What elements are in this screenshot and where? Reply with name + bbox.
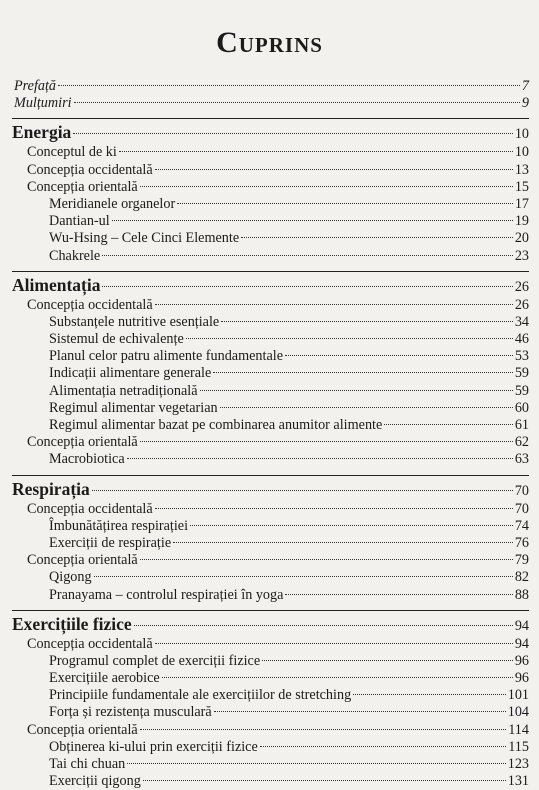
dot-leader — [155, 169, 513, 170]
toc-entry-title: Concepția occidentală — [27, 500, 153, 517]
toc-entry — [12, 248, 529, 265]
dot-leader — [134, 625, 513, 626]
toc-entry-title: Pranayama – controlul respirației în yoga — [49, 586, 284, 603]
chapter-separator — [12, 610, 529, 611]
toc-entry — [12, 417, 529, 434]
toc-chapter-entry — [12, 274, 529, 297]
dot-leader — [262, 660, 513, 661]
toc-entry-page: 63 — [514, 451, 529, 468]
toc-entry — [12, 569, 529, 586]
toc-entry-title: Conceptul de ki — [27, 144, 117, 161]
toc-entry-title: Concepția orientală — [27, 721, 138, 738]
toc-chapter-entry — [12, 121, 529, 144]
toc-entry-page: 114 — [508, 721, 529, 738]
toc-entry — [12, 213, 529, 230]
toc-entry-page: 59 — [514, 382, 529, 399]
dot-leader — [285, 355, 513, 356]
toc-entry — [12, 756, 529, 773]
dot-leader — [92, 490, 513, 491]
chapter-separator — [12, 271, 529, 272]
toc-entry-title: Concepția occidentală — [27, 161, 153, 178]
toc-entry-title: Chakrele — [49, 247, 101, 264]
toc-entry-page: 96 — [514, 652, 529, 669]
toc-entry — [12, 196, 529, 213]
toc-entry — [12, 331, 529, 348]
toc-entry-page: 76 — [514, 534, 529, 551]
toc-entry-title: Meridianele organelor — [49, 195, 176, 212]
toc-chapter-entry — [12, 478, 529, 501]
toc-entry-page: 62 — [514, 434, 529, 451]
dot-leader — [260, 746, 506, 747]
toc-entry — [12, 552, 529, 569]
toc-entry-title: Îmbunătățirea respirației — [49, 517, 189, 534]
dot-leader — [214, 711, 506, 712]
toc-entry-page: 101 — [507, 687, 529, 704]
toc-entry-page: 17 — [514, 195, 529, 212]
toc-entry-page: 26 — [514, 278, 529, 295]
toc-chapter-entry — [12, 613, 529, 636]
toc-entry-title: Substanțele nutritive esențiale — [49, 313, 220, 330]
dot-leader — [177, 203, 513, 204]
toc-entry-title: Exerciții qigong — [49, 773, 141, 790]
toc-entry-page: 88 — [514, 586, 529, 603]
toc-entry-title: Regimul alimentar bazat pe combinarea anumitor alimente — [49, 417, 383, 433]
toc-entry-title: Wu-Hsing – Cele Cinci Elemente — [49, 230, 240, 247]
toc-entry-page: 34 — [514, 313, 529, 330]
toc-entry-title: Dantian-ul — [49, 213, 110, 230]
toc-entry-page: 15 — [514, 178, 529, 195]
toc-entry-page: 104 — [507, 704, 529, 721]
toc-entry-title: Regimul alimentar vegetarian — [49, 399, 218, 416]
toc-entry — [12, 230, 529, 247]
toc-entry — [12, 348, 529, 365]
toc-entry — [12, 670, 529, 687]
dot-leader — [94, 576, 513, 577]
dot-leader — [155, 304, 513, 305]
toc-entry — [12, 501, 529, 518]
toc-entry — [12, 687, 529, 704]
toc-entry-title: Prefață — [14, 78, 57, 94]
toc-entry — [12, 314, 529, 331]
toc-entry-page: 53 — [514, 348, 529, 365]
toc-entry-page: 19 — [514, 213, 529, 230]
dot-leader — [384, 424, 513, 425]
dot-leader — [143, 780, 506, 781]
dot-leader — [112, 220, 513, 221]
toc-entry-page: 70 — [514, 482, 529, 499]
dot-leader — [190, 525, 513, 526]
toc-entry-page: 46 — [514, 331, 529, 348]
toc-entry — [12, 78, 529, 95]
dot-leader — [119, 151, 513, 152]
toc-entry — [12, 144, 529, 161]
toc-entry-page: 9 — [521, 95, 529, 112]
toc-entry-title: Forța și rezistența musculară — [49, 704, 212, 721]
toc-entry-page: 10 — [514, 144, 529, 161]
dot-leader — [155, 643, 513, 644]
toc-entry-title: Alimentația netradițională — [49, 382, 198, 399]
toc-entry-title: Sistemul de echivalențe — [49, 331, 184, 348]
toc-entry-page: 20 — [514, 230, 529, 247]
toc-entry — [12, 297, 529, 314]
dot-leader — [102, 255, 513, 256]
toc-entry — [12, 451, 529, 468]
toc-entry-title: Concepția orientală — [27, 552, 138, 569]
toc-entry-title: Obținerea ki-ului prin exerciții fizice — [49, 738, 258, 755]
toc-entry-title: Indicații alimentare generale — [49, 365, 212, 382]
toc-entry-page: 131 — [507, 773, 529, 790]
dot-leader — [285, 594, 512, 595]
toc-entry-page: 26 — [514, 296, 529, 313]
toc-entry-title: Concepția orientală — [27, 178, 138, 195]
toc-entry — [12, 773, 529, 790]
toc-entry-title: Tai chi chuan — [49, 756, 126, 772]
toc-entry — [12, 179, 529, 196]
dot-leader — [173, 542, 513, 543]
toc-entry-title: Mulțumiri — [14, 95, 72, 112]
chapter-separator — [12, 475, 529, 476]
dot-leader — [140, 729, 507, 730]
dot-leader — [127, 458, 513, 459]
toc-entry — [12, 434, 529, 451]
toc-entry-title: Concepția occidentală — [27, 635, 153, 652]
dot-leader — [140, 559, 513, 560]
toc-entry-title: Qigong — [49, 569, 92, 586]
toc-entry-page: 60 — [514, 399, 529, 416]
toc-entry — [12, 636, 529, 653]
toc-entry-title: Alimentația — [12, 274, 101, 295]
dot-leader — [213, 372, 513, 373]
toc-entry — [12, 535, 529, 552]
toc-entry-page: 94 — [514, 635, 529, 652]
toc-entry-title: Concepția occidentală — [27, 296, 153, 313]
toc-entry-page: 82 — [514, 569, 529, 586]
toc-entry-page: 94 — [514, 617, 529, 634]
toc-entry-page: 7 — [521, 78, 529, 94]
toc-entry-page: 13 — [514, 161, 529, 178]
toc-entry-title: Planul celor patru alimente fundamentale — [49, 348, 284, 365]
toc-entry — [12, 383, 529, 400]
dot-leader — [73, 133, 513, 134]
toc-entry — [12, 162, 529, 179]
toc-entry-page: 74 — [514, 517, 529, 534]
dot-leader — [241, 237, 513, 238]
dot-leader — [200, 390, 513, 391]
chapter-separator — [12, 118, 529, 119]
toc-entry-page: 23 — [514, 247, 529, 264]
dot-leader — [353, 694, 506, 695]
dot-leader — [162, 677, 513, 678]
toc-entry — [12, 400, 529, 417]
dot-leader — [102, 286, 512, 287]
toc-entry-title: Concepția orientală — [27, 434, 138, 451]
toc-entry-page: 10 — [514, 126, 529, 143]
page-title: Cuprins — [216, 26, 323, 59]
dot-leader — [140, 186, 513, 187]
toc-entry-title: Respirația — [12, 478, 90, 499]
toc-entry — [12, 739, 529, 756]
toc-entry-page: 123 — [507, 756, 529, 772]
dot-leader — [74, 102, 520, 103]
toc-entry-title: Principiile fundamentale ale exercițiilor de stretching — [49, 687, 352, 704]
toc-entry-page: 61 — [514, 417, 529, 433]
toc-entry — [12, 518, 529, 535]
table-of-contents — [12, 78, 529, 790]
toc-entry — [12, 653, 529, 670]
dot-leader — [220, 407, 513, 408]
toc-entry — [12, 587, 529, 604]
toc-entry-page: 115 — [508, 738, 529, 755]
toc-entry-page: 59 — [514, 365, 529, 382]
toc-entry-page: 96 — [514, 670, 529, 687]
toc-entry — [12, 704, 529, 721]
toc-entry-title: Programul complet de exerciții fizice — [49, 652, 261, 669]
dot-leader — [58, 85, 520, 86]
toc-entry-page: 79 — [514, 552, 529, 569]
dot-leader — [221, 321, 513, 322]
dot-leader — [186, 338, 513, 339]
dot-leader — [140, 441, 513, 442]
toc-entry — [12, 365, 529, 382]
dot-leader — [155, 508, 513, 509]
toc-entry-title: Exercițiile aerobice — [49, 670, 160, 687]
toc-entry-title: Macrobiotica — [49, 451, 125, 468]
toc-entry — [12, 722, 529, 739]
toc-entry-page: 70 — [514, 500, 529, 517]
toc-entry-title: Exercițiile fizice — [12, 613, 132, 634]
toc-entry — [12, 95, 529, 112]
toc-entry-title: Energia — [12, 122, 72, 143]
toc-entry-title: Exerciții de respirație — [49, 534, 172, 551]
dot-leader — [127, 763, 506, 764]
